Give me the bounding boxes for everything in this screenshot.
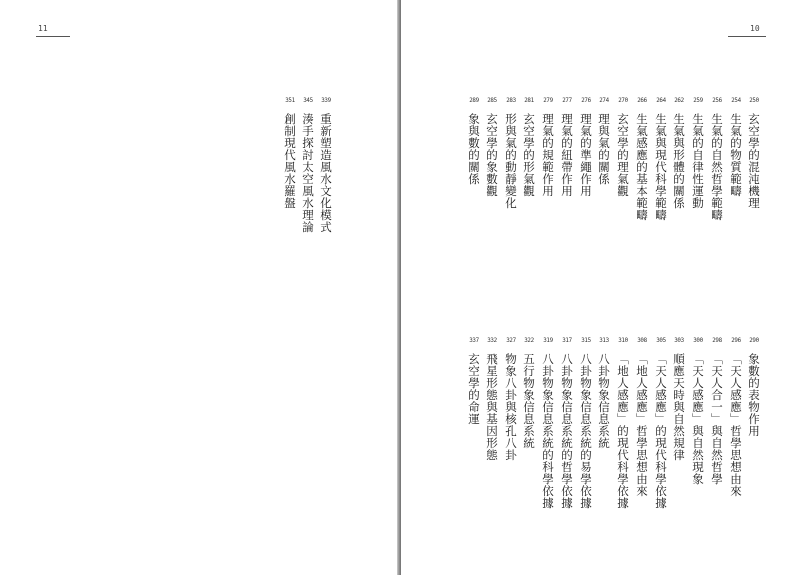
- left-header-rule: [36, 36, 70, 37]
- toc-title: 生氣感應的基本範疇: [635, 113, 649, 221]
- toc-entry: [748, 336, 760, 437]
- toc-title: 玄空學的象數觀: [485, 113, 499, 197]
- toc-entry: [636, 336, 648, 497]
- toc-page-number: 310: [618, 336, 628, 344]
- toc-title: 生氣的物質範疇: [729, 113, 743, 197]
- toc-page-number: 281: [524, 96, 534, 104]
- toc-entry: [636, 96, 648, 221]
- toc-title: 「天人感應」的現代科學依據: [654, 353, 668, 509]
- toc-page-number: 266: [637, 96, 647, 104]
- toc-entry: [580, 336, 592, 509]
- toc-page-number: 308: [637, 336, 647, 344]
- toc-page-number: 298: [712, 336, 722, 344]
- toc-title: 象與數的關係: [467, 113, 481, 185]
- toc-entry: [561, 336, 573, 509]
- toc-page-number: 277: [562, 96, 572, 104]
- toc-page-number: 332: [487, 336, 497, 344]
- toc-title: 理與氣的關係: [597, 113, 611, 185]
- toc-entry: [580, 96, 592, 197]
- toc-title: 八卦物象信息系統: [597, 353, 611, 449]
- toc-page-number: 289: [469, 96, 479, 104]
- toc-entry: [505, 96, 517, 209]
- toc-page-number: 337: [469, 336, 479, 344]
- toc-title: 八卦物象信息系統的哲學依據: [560, 353, 574, 509]
- book-spine: [397, 0, 401, 575]
- toc-title: 玄空學的命運: [467, 353, 481, 425]
- toc-entry: [617, 96, 629, 197]
- toc-page-number: 283: [506, 96, 516, 104]
- toc-title: 理氣的規範作用: [541, 113, 555, 197]
- toc-title: 「天人合一」與自然哲學: [710, 353, 724, 485]
- toc-title: 生氣與現代科學範疇: [654, 113, 668, 221]
- toc-page-number: 319: [543, 336, 553, 344]
- toc-title: 玄空學的混沌機理: [747, 113, 761, 209]
- toc-title: 生氣的自然哲學範疇: [710, 113, 724, 221]
- toc-page-number: 290: [749, 336, 759, 344]
- toc-entry: [468, 96, 480, 185]
- toc-title: 「天人感應」哲學思想由來: [729, 353, 743, 497]
- toc-title: 生氣的自律性運動: [691, 113, 705, 209]
- toc-title: 生氣與形體的關係: [672, 113, 686, 209]
- toc-entry: [711, 336, 723, 485]
- toc-page-number: 285: [487, 96, 497, 104]
- toc-title: 五行物象信息系統: [522, 353, 536, 449]
- toc-page-number: 317: [562, 336, 572, 344]
- toc-entry: [617, 336, 629, 509]
- toc-title: 「地人感應」哲學思想由來: [635, 353, 649, 497]
- left-page-number: 11: [38, 24, 48, 33]
- toc-entry: [673, 336, 685, 461]
- toc-entry: [523, 96, 535, 197]
- toc-page-number: 262: [674, 96, 684, 104]
- toc-entry: [730, 336, 742, 497]
- toc-title: 順應天時與自然規律: [672, 353, 686, 461]
- toc-entry: [523, 336, 535, 449]
- toc-page-number: 345: [303, 96, 313, 104]
- toc-page-number: 339: [321, 96, 331, 104]
- toc-page-number: 259: [693, 96, 703, 104]
- toc-title: 理氣的準繩作用: [579, 113, 593, 197]
- toc-entry: [711, 96, 723, 221]
- toc-title: 「天人感應」與自然現象: [691, 353, 705, 485]
- toc-page-number: 264: [656, 96, 666, 104]
- toc-page-number: 276: [581, 96, 591, 104]
- toc-entry: [598, 96, 610, 185]
- toc-page-number: 327: [506, 336, 516, 344]
- toc-page-number: 270: [618, 96, 628, 104]
- toc-page-number: 313: [599, 336, 609, 344]
- toc-entry: [655, 96, 667, 221]
- toc-entry: [468, 336, 480, 425]
- toc-title: 理氣的紐帶作用: [560, 113, 574, 197]
- toc-entry: [655, 336, 667, 509]
- toc-page-number: 274: [599, 96, 609, 104]
- toc-entry: [730, 96, 742, 197]
- toc-entry: [320, 96, 332, 233]
- toc-entry: [692, 336, 704, 485]
- toc-page-number: 296: [731, 336, 741, 344]
- toc-page-number: 322: [524, 336, 534, 344]
- toc-page-number: 305: [656, 336, 666, 344]
- toc-title: 形與氣的動靜變化: [504, 113, 518, 209]
- toc-entry: [673, 96, 685, 209]
- toc-entry: [692, 96, 704, 209]
- toc-page-number: 250: [749, 96, 759, 104]
- toc-entry: [486, 336, 498, 461]
- toc-title: 八卦物象信息系統的科學依據: [541, 353, 555, 509]
- toc-page-number: 300: [693, 336, 703, 344]
- toc-page-number: 279: [543, 96, 553, 104]
- toc-entry: [505, 336, 517, 461]
- toc-page-number: 315: [581, 336, 591, 344]
- toc-entry: [542, 96, 554, 197]
- toc-title: 玄空學的理氣觀: [616, 113, 630, 197]
- toc-title: 八卦物象信息系統的易學依據: [579, 353, 593, 509]
- toc-title: 「地人感應」的現代科學依據: [616, 353, 630, 509]
- toc-entry: [284, 96, 296, 209]
- toc-entry: [598, 336, 610, 449]
- toc-entry: [561, 96, 573, 197]
- toc-page-number: 256: [712, 96, 722, 104]
- toc-page-number: 351: [285, 96, 295, 104]
- toc-title: 創制現代風水羅盤: [283, 113, 297, 209]
- toc-title: 物象八卦與核孔八卦: [504, 353, 518, 461]
- toc-entry: [486, 96, 498, 197]
- toc-page-number: 254: [731, 96, 741, 104]
- toc-title: 湊手探討太空風水理論: [301, 113, 315, 233]
- toc-title: 象數的表物作用: [747, 353, 761, 437]
- toc-entry: [748, 96, 760, 209]
- toc-entry: [302, 96, 314, 233]
- right-header-rule: [728, 36, 766, 37]
- toc-entry: [542, 336, 554, 509]
- right-page-number: 10: [750, 24, 760, 33]
- toc-title: 玄空學的形氣觀: [522, 113, 536, 197]
- toc-title: 飛星形態與基因形態: [485, 353, 499, 461]
- toc-title: 重新塑造風水文化模式: [319, 113, 333, 233]
- toc-page-number: 303: [674, 336, 684, 344]
